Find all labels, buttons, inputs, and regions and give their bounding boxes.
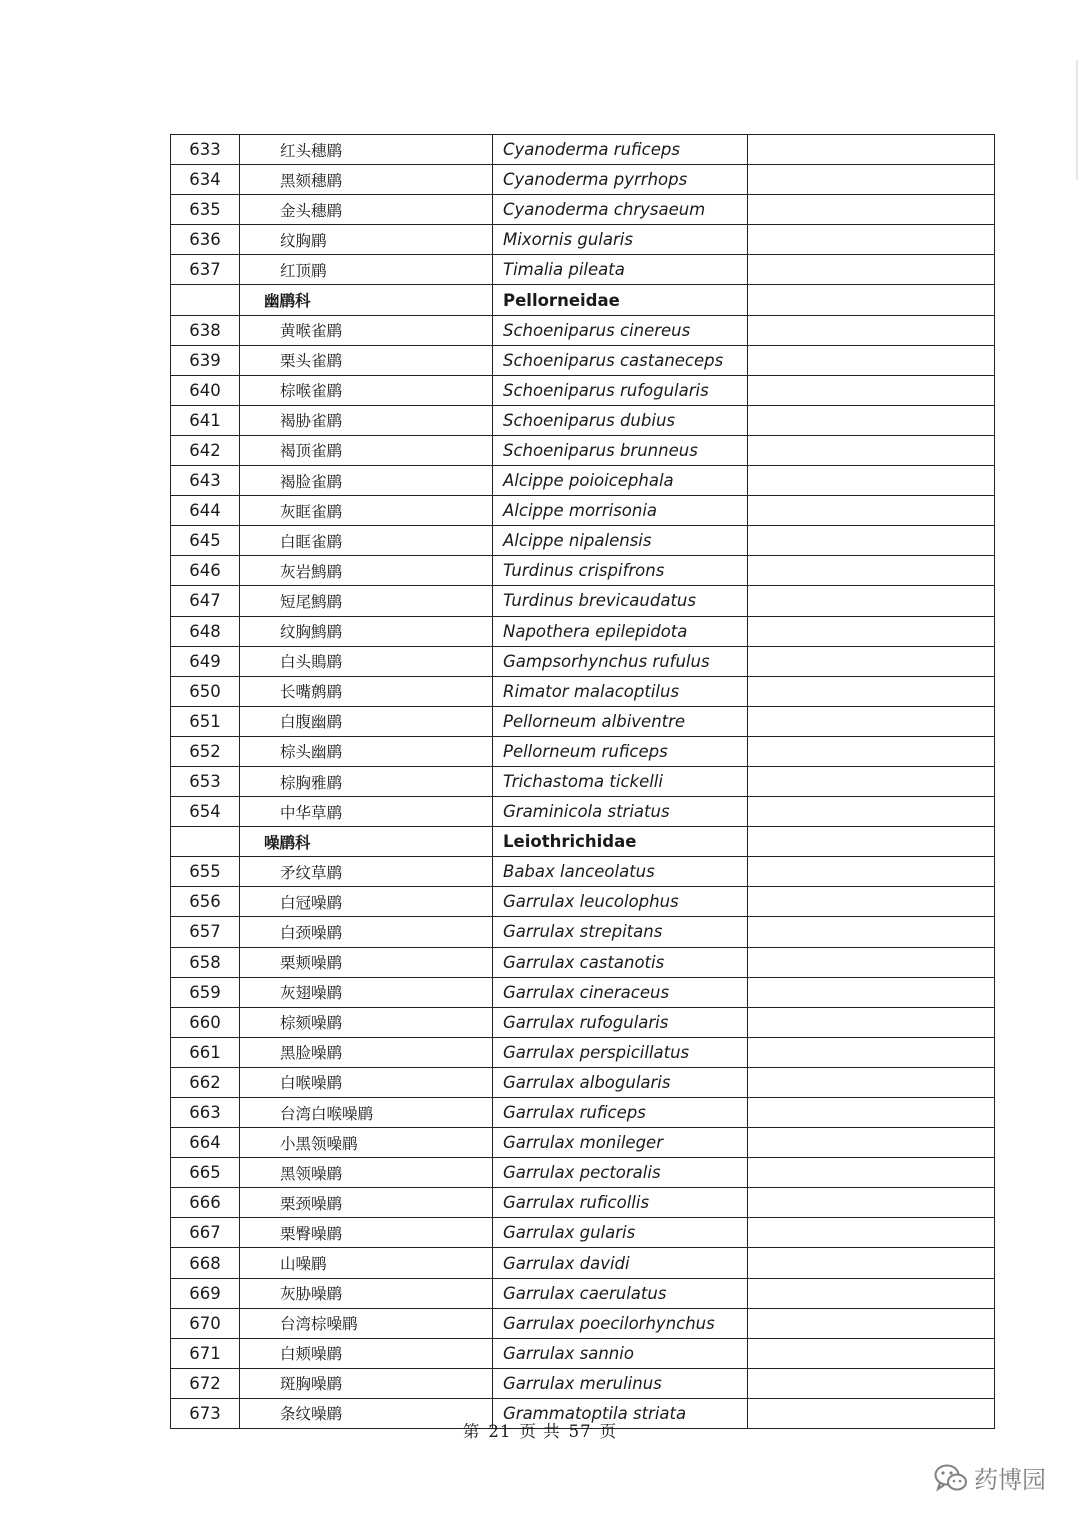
cell-chinese-name: 白眶雀鹛 xyxy=(240,526,493,556)
cell-scientific-name: Garrulax pectoralis xyxy=(493,1158,748,1188)
table-row xyxy=(171,706,995,736)
cell-family-chinese-name: 噪鹛科 xyxy=(240,827,493,857)
cell-scientific-name: Garrulax merulinus xyxy=(493,1368,748,1398)
footer-suffix: 页 xyxy=(599,1422,618,1441)
cell-note xyxy=(748,887,995,917)
cell-number: 642 xyxy=(171,435,240,465)
cell-chinese-name: 白颈噪鹛 xyxy=(240,917,493,947)
cell-note xyxy=(748,646,995,676)
cell-family-chinese-name: 幽鹛科 xyxy=(240,285,493,315)
cell-chinese-name: 棕胸雅鹛 xyxy=(240,766,493,796)
cell-number: 658 xyxy=(171,947,240,977)
cell-scientific-name: Garrulax castanotis xyxy=(493,947,748,977)
table-row xyxy=(171,165,995,195)
cell-chinese-name: 灰岩鹪鹛 xyxy=(240,556,493,586)
cell-number: 649 xyxy=(171,646,240,676)
cell-number: 635 xyxy=(171,195,240,225)
cell-scientific-name: Garrulax poecilorhynchus xyxy=(493,1308,748,1338)
cell-scientific-name: Alcippe nipalensis xyxy=(493,526,748,556)
cell-number xyxy=(171,285,240,315)
cell-chinese-name: 白头鵙鹛 xyxy=(240,646,493,676)
cell-scientific-name: Garrulax leucolophus xyxy=(493,887,748,917)
cell-number: 665 xyxy=(171,1158,240,1188)
cell-note xyxy=(748,405,995,435)
cell-chinese-name: 白腹幽鹛 xyxy=(240,706,493,736)
cell-scientific-name: Garrulax ruficollis xyxy=(493,1188,748,1218)
cell-note xyxy=(748,1098,995,1128)
cell-note xyxy=(748,165,995,195)
table-row xyxy=(171,1368,995,1398)
species-table xyxy=(170,134,995,1429)
cell-note xyxy=(748,1278,995,1308)
footer-mid: 页 共 xyxy=(519,1422,561,1441)
cell-chinese-name: 栗臀噪鹛 xyxy=(240,1218,493,1248)
table-row xyxy=(171,766,995,796)
cell-chinese-name: 白喉噪鹛 xyxy=(240,1067,493,1097)
cell-scientific-name: Timalia pileata xyxy=(493,255,748,285)
table-row xyxy=(171,1067,995,1097)
table-row xyxy=(171,1248,995,1278)
cell-number: 661 xyxy=(171,1037,240,1067)
table-row xyxy=(171,917,995,947)
cell-chinese-name: 黑领噪鹛 xyxy=(240,1158,493,1188)
cell-note xyxy=(748,797,995,827)
table-row xyxy=(171,887,995,917)
cell-number: 673 xyxy=(171,1398,240,1428)
table-row xyxy=(171,1338,995,1368)
cell-scientific-name: Garrulax gularis xyxy=(493,1218,748,1248)
cell-note xyxy=(748,135,995,165)
cell-note xyxy=(748,315,995,345)
table-row xyxy=(171,466,995,496)
footer-prefix: 第 xyxy=(462,1422,481,1441)
table-row xyxy=(171,1188,995,1218)
cell-number: 654 xyxy=(171,797,240,827)
cell-note xyxy=(748,977,995,1007)
cell-note xyxy=(748,375,995,405)
cell-scientific-name: Cyanoderma pyrrhops xyxy=(493,165,748,195)
cell-number: 648 xyxy=(171,616,240,646)
table-row xyxy=(171,646,995,676)
table-row xyxy=(171,1278,995,1308)
cell-note xyxy=(748,1007,995,1037)
cell-scientific-name: Schoeniparus castaneceps xyxy=(493,345,748,375)
cell-chinese-name: 黑脸噪鹛 xyxy=(240,1037,493,1067)
cell-number: 633 xyxy=(171,135,240,165)
cell-chinese-name: 金头穗鹛 xyxy=(240,195,493,225)
cell-scientific-name: Graminicola striatus xyxy=(493,797,748,827)
cell-chinese-name: 红顶鹛 xyxy=(240,255,493,285)
table-row xyxy=(171,315,995,345)
cell-note xyxy=(748,1128,995,1158)
cell-number: 641 xyxy=(171,405,240,435)
cell-number: 664 xyxy=(171,1128,240,1158)
cell-chinese-name: 白颊噪鹛 xyxy=(240,1338,493,1368)
cell-note xyxy=(748,736,995,766)
table-row xyxy=(171,1308,995,1338)
cell-scientific-name: Mixornis gularis xyxy=(493,225,748,255)
cell-number: 643 xyxy=(171,466,240,496)
cell-scientific-name: Babax lanceolatus xyxy=(493,857,748,887)
table-row xyxy=(171,1218,995,1248)
cell-number: 671 xyxy=(171,1338,240,1368)
table-row xyxy=(171,676,995,706)
cell-scientific-name: Turdinus crispifrons xyxy=(493,556,748,586)
table-row xyxy=(171,435,995,465)
cell-chinese-name: 小黑领噪鹛 xyxy=(240,1128,493,1158)
wechat-icon xyxy=(934,1463,968,1493)
table-row xyxy=(171,616,995,646)
cell-note xyxy=(748,706,995,736)
cell-number: 672 xyxy=(171,1368,240,1398)
cell-chinese-name: 中华草鹛 xyxy=(240,797,493,827)
cell-number: 644 xyxy=(171,496,240,526)
cell-note xyxy=(748,1308,995,1338)
cell-note xyxy=(748,1368,995,1398)
cell-scientific-name: Schoeniparus rufogularis xyxy=(493,375,748,405)
cell-number: 652 xyxy=(171,736,240,766)
cell-chinese-name: 灰胁噪鹛 xyxy=(240,1278,493,1308)
cell-number: 637 xyxy=(171,255,240,285)
cell-scientific-name: Garrulax rufogularis xyxy=(493,1007,748,1037)
cell-chinese-name: 褐脸雀鹛 xyxy=(240,466,493,496)
cell-note xyxy=(748,1188,995,1218)
cell-scientific-name: Alcippe poioicephala xyxy=(493,466,748,496)
table-row xyxy=(171,556,995,586)
cell-note xyxy=(748,255,995,285)
cell-number: 657 xyxy=(171,917,240,947)
table-row xyxy=(171,135,995,165)
table-row xyxy=(171,1098,995,1128)
cell-note xyxy=(748,917,995,947)
table-row xyxy=(171,1037,995,1067)
table-row xyxy=(171,736,995,766)
cell-note xyxy=(748,1338,995,1368)
cell-scientific-name: Pellorneum ruficeps xyxy=(493,736,748,766)
cell-chinese-name: 褐顶雀鹛 xyxy=(240,435,493,465)
cell-note xyxy=(748,947,995,977)
cell-scientific-name: Cyanoderma chrysaeum xyxy=(493,195,748,225)
cell-number: 653 xyxy=(171,766,240,796)
cell-scientific-name: Gampsorhynchus rufulus xyxy=(493,646,748,676)
cell-chinese-name: 山噪鹛 xyxy=(240,1248,493,1278)
cell-scientific-name: Garrulax davidi xyxy=(493,1248,748,1278)
cell-chinese-name: 栗颈噪鹛 xyxy=(240,1188,493,1218)
cell-note xyxy=(748,435,995,465)
cell-chinese-name: 棕喉雀鹛 xyxy=(240,375,493,405)
cell-note xyxy=(748,1037,995,1067)
table-row xyxy=(171,195,995,225)
cell-scientific-name: Garrulax strepitans xyxy=(493,917,748,947)
cell-note xyxy=(748,556,995,586)
cell-number: 639 xyxy=(171,345,240,375)
cell-chinese-name: 红头穗鹛 xyxy=(240,135,493,165)
cell-scientific-name: Garrulax monileger xyxy=(493,1128,748,1158)
species-table-container xyxy=(170,134,946,1429)
cell-number: 669 xyxy=(171,1278,240,1308)
cell-note xyxy=(748,496,995,526)
table-row xyxy=(171,255,995,285)
cell-scientific-name: Garrulax perspicillatus xyxy=(493,1037,748,1067)
cell-number: 650 xyxy=(171,676,240,706)
cell-note xyxy=(748,766,995,796)
cell-note xyxy=(748,345,995,375)
cell-number: 659 xyxy=(171,977,240,1007)
cell-chinese-name: 台湾棕噪鹛 xyxy=(240,1308,493,1338)
cell-scientific-name: Garrulax cineraceus xyxy=(493,977,748,1007)
cell-number: 668 xyxy=(171,1248,240,1278)
family-row xyxy=(171,285,995,315)
cell-scientific-name: Alcippe morrisonia xyxy=(493,496,748,526)
cell-note xyxy=(748,1158,995,1188)
cell-note xyxy=(748,857,995,887)
cell-chinese-name: 纹胸鹛 xyxy=(240,225,493,255)
cell-note xyxy=(748,586,995,616)
cell-chinese-name: 黑颏穗鹛 xyxy=(240,165,493,195)
cell-scientific-name: Trichastoma tickelli xyxy=(493,766,748,796)
cell-note xyxy=(748,225,995,255)
cell-chinese-name: 短尾鹪鹛 xyxy=(240,586,493,616)
cell-number: 666 xyxy=(171,1188,240,1218)
cell-chinese-name: 棕头幽鹛 xyxy=(240,736,493,766)
table-row xyxy=(171,526,995,556)
table-row xyxy=(171,1007,995,1037)
cell-chinese-name: 栗颊噪鹛 xyxy=(240,947,493,977)
cell-scientific-name: Garrulax sannio xyxy=(493,1338,748,1368)
cell-number: 670 xyxy=(171,1308,240,1338)
cell-note xyxy=(748,1248,995,1278)
cell-chinese-name: 纹胸鹪鹛 xyxy=(240,616,493,646)
family-row xyxy=(171,827,995,857)
cell-number: 636 xyxy=(171,225,240,255)
cell-scientific-name: Turdinus brevicaudatus xyxy=(493,586,748,616)
footer-page-number: 21 xyxy=(488,1422,512,1441)
table-row xyxy=(171,345,995,375)
cell-chinese-name: 灰眶雀鹛 xyxy=(240,496,493,526)
cell-note xyxy=(748,827,995,857)
cell-chinese-name: 斑胸噪鹛 xyxy=(240,1368,493,1398)
cell-scientific-name: Schoeniparus cinereus xyxy=(493,315,748,345)
table-row xyxy=(171,797,995,827)
cell-number: 660 xyxy=(171,1007,240,1037)
cell-number: 640 xyxy=(171,375,240,405)
cell-note xyxy=(748,526,995,556)
table-row xyxy=(171,405,995,435)
footer-total-pages: 57 xyxy=(568,1422,592,1441)
cell-number xyxy=(171,827,240,857)
cell-family-scientific-name: Leiothrichidae xyxy=(493,827,748,857)
scan-edge-mark xyxy=(1076,60,1078,180)
table-row xyxy=(171,375,995,405)
cell-number: 638 xyxy=(171,315,240,345)
cell-scientific-name: Schoeniparus dubius xyxy=(493,405,748,435)
table-row xyxy=(171,225,995,255)
cell-chinese-name: 棕颏噪鹛 xyxy=(240,1007,493,1037)
watermark-text: 药博园 xyxy=(974,1466,1046,1494)
cell-family-scientific-name: Pellorneidae xyxy=(493,285,748,315)
cell-scientific-name: Garrulax albogularis xyxy=(493,1067,748,1097)
cell-scientific-name: Pellorneum albiventre xyxy=(493,706,748,736)
cell-chinese-name: 栗头雀鹛 xyxy=(240,345,493,375)
cell-number: 647 xyxy=(171,586,240,616)
cell-chinese-name: 台湾白喉噪鹛 xyxy=(240,1098,493,1128)
cell-note xyxy=(748,195,995,225)
cell-chinese-name: 黄喉雀鹛 xyxy=(240,315,493,345)
cell-note xyxy=(748,676,995,706)
cell-scientific-name: Schoeniparus brunneus xyxy=(493,435,748,465)
watermark xyxy=(934,1460,1046,1495)
cell-chinese-name: 长嘴鹩鹛 xyxy=(240,676,493,706)
cell-scientific-name: Garrulax caerulatus xyxy=(493,1278,748,1308)
cell-scientific-name: Napothera epilepidota xyxy=(493,616,748,646)
cell-number: 663 xyxy=(171,1098,240,1128)
cell-scientific-name: Garrulax ruficeps xyxy=(493,1098,748,1128)
table-row xyxy=(171,977,995,1007)
cell-note xyxy=(748,1067,995,1097)
cell-number: 667 xyxy=(171,1218,240,1248)
cell-note xyxy=(748,285,995,315)
table-row xyxy=(171,1158,995,1188)
table-row xyxy=(171,857,995,887)
cell-scientific-name: Rimator malacoptilus xyxy=(493,676,748,706)
page-footer xyxy=(0,1418,1080,1442)
cell-note xyxy=(748,616,995,646)
cell-number: 655 xyxy=(171,857,240,887)
cell-note xyxy=(748,466,995,496)
table-row xyxy=(171,1128,995,1158)
table-row xyxy=(171,496,995,526)
cell-chinese-name: 条纹噪鹛 xyxy=(240,1398,493,1428)
table-row xyxy=(171,586,995,616)
cell-chinese-name: 褐胁雀鹛 xyxy=(240,405,493,435)
cell-number: 651 xyxy=(171,706,240,736)
cell-scientific-name: Grammatoptila striata xyxy=(493,1398,748,1428)
cell-number: 645 xyxy=(171,526,240,556)
cell-number: 656 xyxy=(171,887,240,917)
cell-chinese-name: 白冠噪鹛 xyxy=(240,887,493,917)
cell-chinese-name: 矛纹草鹛 xyxy=(240,857,493,887)
cell-scientific-name: Cyanoderma ruficeps xyxy=(493,135,748,165)
cell-chinese-name: 灰翅噪鹛 xyxy=(240,977,493,1007)
cell-number: 646 xyxy=(171,556,240,586)
cell-number: 634 xyxy=(171,165,240,195)
species-table-body xyxy=(171,135,995,1429)
cell-note xyxy=(748,1218,995,1248)
table-row xyxy=(171,947,995,977)
cell-number: 662 xyxy=(171,1067,240,1097)
